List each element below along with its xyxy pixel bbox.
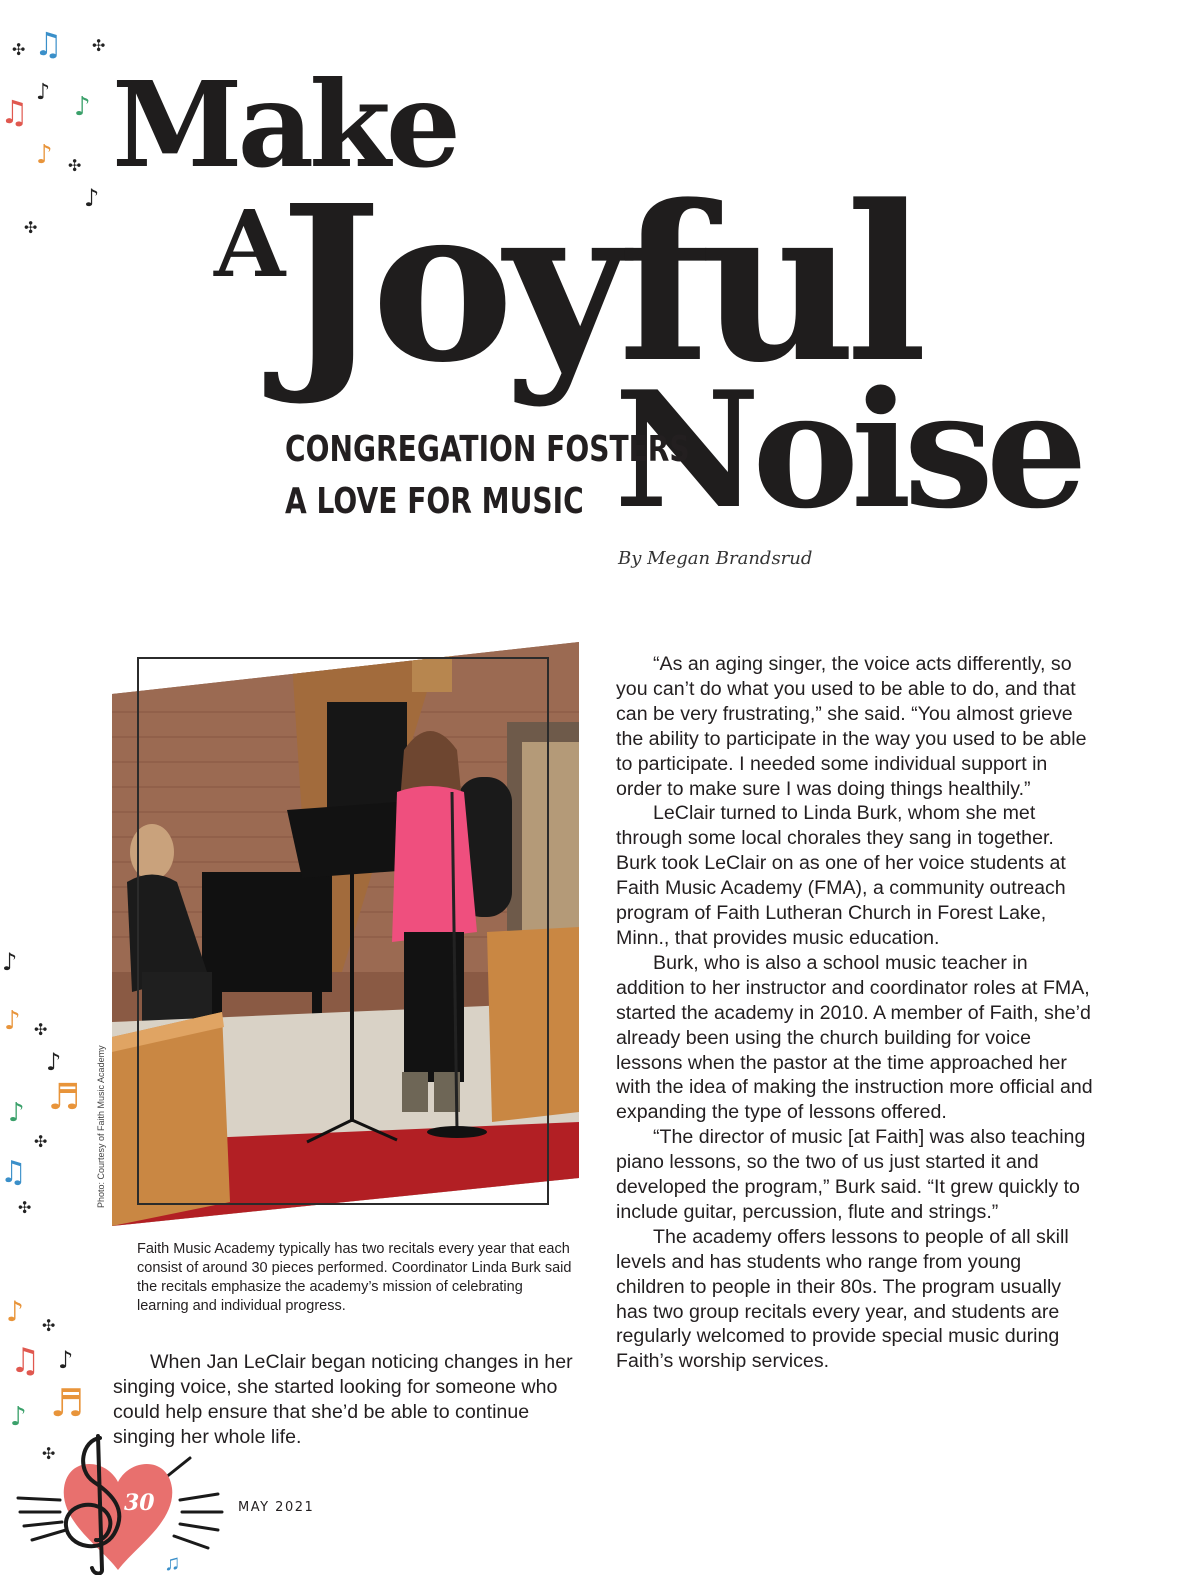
body-paragraph: When Jan LeClair began noticing changes in her singing voice, she started looking for someone who could help ensure that she’d be able to continue singing her whole life. bbox=[113, 1351, 573, 1448]
headline-a: A bbox=[214, 190, 283, 298]
music-note-icon: ♪ bbox=[58, 1346, 74, 1374]
sparkle-icon: ✣ bbox=[18, 1198, 32, 1217]
music-note-icon: ♪ bbox=[4, 1006, 21, 1036]
body-paragraph: LeClair turned to Linda Burk, whom she met through some local chorales they sang in together. Burk took LeClair on as one of her voice students at Faith Music Academy (FMA), a community outreach program of Faith Lutheran Church in Forest Lake, Minn., that provides music education. bbox=[616, 802, 1066, 949]
body-paragraph: The academy offers lessons to people of all skill levels and has students who range from young children to people in their 80s. The program usually has two group recitals every year, and students are regularly welcomed to provide special music during Faith’s worship services. bbox=[616, 1225, 1069, 1373]
body-paragraph: Burk, who is also a school music teacher in addition to her instructor and coordinator roles at FMA, started the academy in 2010. A member of Faith, she’d already been using the church building for voice lessons when the pastor at the time approached her with the idea of making the instruction more official and expanding the type of lessons offered. bbox=[616, 951, 1093, 1124]
sparkle-icon: ✣ bbox=[42, 1316, 56, 1335]
issue-date: MAY 2021 bbox=[238, 1500, 315, 1515]
sparkle-icon: ✣ bbox=[42, 1444, 56, 1463]
music-note-icon: ♪ bbox=[6, 1295, 24, 1328]
sparkle-icon: ✣ bbox=[24, 218, 38, 237]
music-note-icon: ♪ bbox=[36, 80, 51, 105]
music-note-icon: ♬ bbox=[48, 1077, 81, 1118]
music-note-icon: ♪ bbox=[46, 1048, 62, 1076]
sparkle-icon: ✣ bbox=[68, 156, 82, 175]
music-note-icon: ♫ bbox=[34, 25, 63, 63]
subheadline-deck bbox=[285, 424, 690, 528]
page-number: 30 bbox=[124, 1490, 155, 1516]
headline-make: Make bbox=[112, 55, 456, 194]
music-note-icon: ♪ bbox=[36, 140, 53, 170]
sparkle-icon: ✣ bbox=[92, 36, 106, 55]
headline-joyful: Joyful bbox=[280, 159, 918, 410]
music-note-icon: ♫ bbox=[10, 1341, 41, 1381]
body-column-right bbox=[616, 652, 1094, 1374]
byline: By Megan Brandsrud bbox=[618, 548, 813, 569]
deck-line-1: CONGREGATION FOSTERS bbox=[285, 429, 690, 470]
body-paragraph: “The director of music [at Faith] was also teaching piano lessons, so the two of us just started it and developed the program,” Burk said. “It grew quickly to include guitar, percussion, flute and strings.” bbox=[616, 1126, 1086, 1223]
music-note-icon: ♪ bbox=[8, 1098, 25, 1128]
music-note-icon: ♪ bbox=[74, 92, 91, 122]
headline-noise: Noise bbox=[614, 356, 1080, 544]
sparkle-icon: ✣ bbox=[34, 1020, 48, 1039]
photo-caption: Faith Music Academy typically has two recitals every year that each consist of around 30 pieces performed. Coordinator Linda Burk said the recitals emphasize the academy’s mission of celebrating learning and individual progress. bbox=[137, 1241, 572, 1314]
treble-clef-heart-icon bbox=[10, 1430, 225, 1575]
deck-line-2: A LOVE FOR MUSIC bbox=[285, 481, 584, 522]
sparkle-icon: ✣ bbox=[12, 40, 26, 59]
music-note-icon: ♪ bbox=[10, 1402, 27, 1432]
body-paragraph: “As an aging singer, the voice acts differently, so you can’t do what you used to be able to do, and that can be very frustrating,” she said. “You almost grieve the ability to participate in the way you used to be able to participate. I needed some individual support in order to make sure I was doing things healthily.” bbox=[616, 653, 1087, 800]
sparkle-icon: ✣ bbox=[34, 1132, 48, 1151]
music-note-icon: ♪ bbox=[84, 184, 100, 212]
music-note-icon: ♬ bbox=[50, 1381, 85, 1425]
photo-credit: Photo: Courtesy of Faith Music Academy bbox=[96, 1045, 106, 1208]
music-note-icon: ♫ bbox=[0, 1155, 27, 1190]
music-note-icon: ♫ bbox=[0, 93, 29, 131]
music-note-icon: ♪ bbox=[2, 948, 18, 976]
music-note-icon: ♫ bbox=[164, 1550, 181, 1575]
recital-photo bbox=[112, 642, 579, 1226]
